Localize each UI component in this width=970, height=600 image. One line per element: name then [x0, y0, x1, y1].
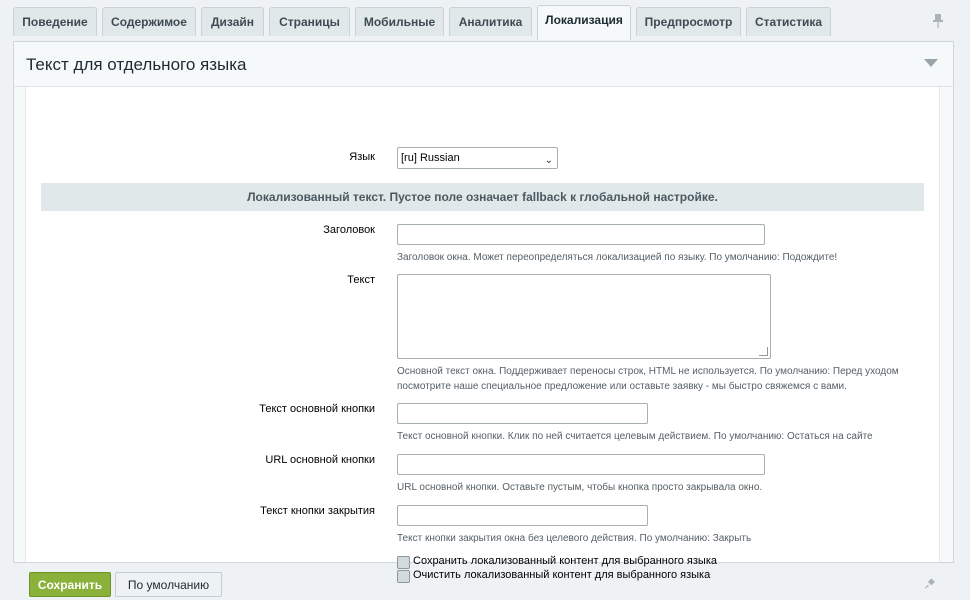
title-label: Заголовок — [323, 224, 375, 236]
form-area — [25, 87, 940, 581]
tab-bar — [0, 0, 970, 42]
localization-panel — [13, 41, 954, 581]
text-hint-line1: Основной текст окна. Поддерживает переносы строк, HTML не используется. По умолчанию: Перед уходом — [397, 366, 899, 377]
close-button-text-label: Текст кнопки закрытия — [260, 505, 375, 517]
clear-localized-checkbox[interactable] — [397, 570, 410, 583]
text-label: Текст — [347, 274, 375, 286]
main-button-text-label: Текст основной кнопки — [259, 403, 375, 415]
section-title: Текст для отдельного языка — [26, 55, 247, 74]
localization-banner: Локализованный текст. Пустое поле означает fallback к глобальной настройке. — [41, 183, 924, 211]
pin-icon[interactable] — [924, 578, 936, 593]
tab-analytics[interactable]: Аналитика — [449, 7, 532, 36]
tab-content[interactable]: Содержимое — [102, 7, 196, 36]
resize-grip-icon[interactable] — [759, 347, 768, 356]
text-hint-line2: посмотрите наше специальное предложение или оставьте заявку - мы быстро свяжемся с вами. — [397, 381, 847, 392]
pin-icon[interactable] — [932, 13, 946, 29]
main-button-url-label: URL основной кнопки — [265, 454, 375, 466]
title-hint: Заголовок окна. Может переопределяться локализацией по языку. По умолчанию: Подождите! — [397, 252, 838, 263]
close-button-text-input[interactable] — [397, 505, 648, 526]
tab-statistics[interactable]: Статистика — [746, 7, 831, 36]
save-button[interactable]: Сохранить — [29, 572, 111, 597]
main-button-url-hint: URL основной кнопки. Оставьте пустым, чтобы кнопка просто закрывала окно. — [397, 482, 763, 493]
tab-mobile[interactable]: Мобильные — [355, 7, 444, 36]
chevron-down-icon: ⌄ — [544, 155, 553, 166]
tab-behavior[interactable]: Поведение — [13, 7, 97, 36]
tab-pages[interactable]: Страницы — [269, 7, 350, 36]
main-button-text-hint: Текст основной кнопки. Клик по ней считается целевым действием. По умолчанию: Остаться на сайте — [397, 431, 873, 442]
main-button-url-input[interactable] — [397, 454, 765, 475]
title-input[interactable] — [397, 224, 765, 245]
text-textarea[interactable] — [397, 274, 771, 359]
default-button[interactable]: По умолчанию — [115, 572, 222, 597]
tab-localization[interactable]: Локализация — [537, 5, 631, 40]
language-label: Язык — [349, 151, 375, 163]
clear-localized-label: Очистить локализованный контент для выбранного языка — [413, 569, 711, 581]
collapse-arrow-icon[interactable] — [924, 59, 938, 67]
main-button-text-input[interactable] — [397, 403, 648, 424]
tab-preview[interactable]: Предпросмотр — [636, 7, 741, 36]
tab-design[interactable]: Дизайн — [201, 7, 264, 36]
language-select[interactable] — [397, 147, 558, 169]
language-select-value: [ru] Russian — [401, 152, 460, 164]
panel-header — [14, 42, 953, 87]
save-localized-label: Сохранить локализованный контент для выбранного языка — [413, 555, 717, 567]
close-button-text-hint: Текст кнопки закрытия окна без целевого действия. По умолчанию: Закрыть — [397, 533, 752, 544]
save-localized-checkbox[interactable] — [397, 556, 410, 569]
